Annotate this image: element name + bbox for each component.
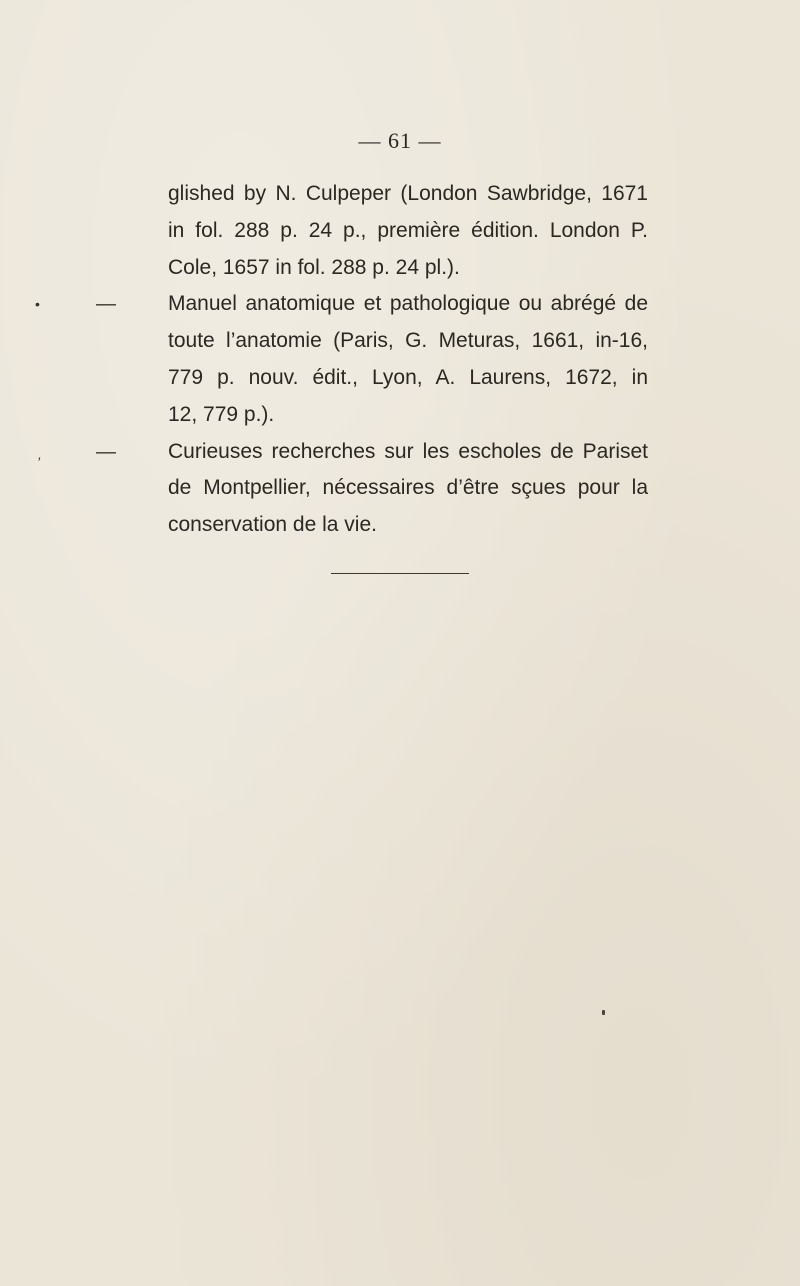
text-line: glished by N. Culpeper (London Sawbridge, 1671 xyxy=(168,182,648,205)
text-line: de Montpellier, nécessaires d’être sçues pour la xyxy=(168,476,648,500)
bibliography-text xyxy=(35,176,648,544)
entry-first-line xyxy=(35,286,648,323)
text-line: Manuel anatomique et pathologique ou abrégé de xyxy=(168,292,648,316)
text-line: conservation de la vie. xyxy=(168,513,377,537)
text-line: Curieuses recherches sur les escholes de Pariset xyxy=(168,439,648,463)
page-number: — 61 — xyxy=(358,128,442,153)
ink-speck xyxy=(602,1010,605,1015)
text-line: in fol. 288 p. 24 p., première édition. London P. xyxy=(168,218,648,242)
margin-mark: • xyxy=(35,296,40,313)
entry-dash: — xyxy=(96,440,116,463)
margin-mark: , xyxy=(38,445,42,462)
section-divider xyxy=(331,573,469,574)
entry-dash: — xyxy=(96,293,116,316)
text-line: 12, 779 p.). xyxy=(168,402,275,426)
entry-first-line xyxy=(38,434,648,471)
text-line: 779 p. nouv. édit., Lyon, A. Laurens, 1672, in xyxy=(168,365,648,389)
text-line: Cole, 1657 in fol. 288 p. 24 pl.). xyxy=(168,255,460,279)
text-line: toute l’anatomie (Paris, G. Meturas, 1661, in-16, xyxy=(168,329,648,353)
